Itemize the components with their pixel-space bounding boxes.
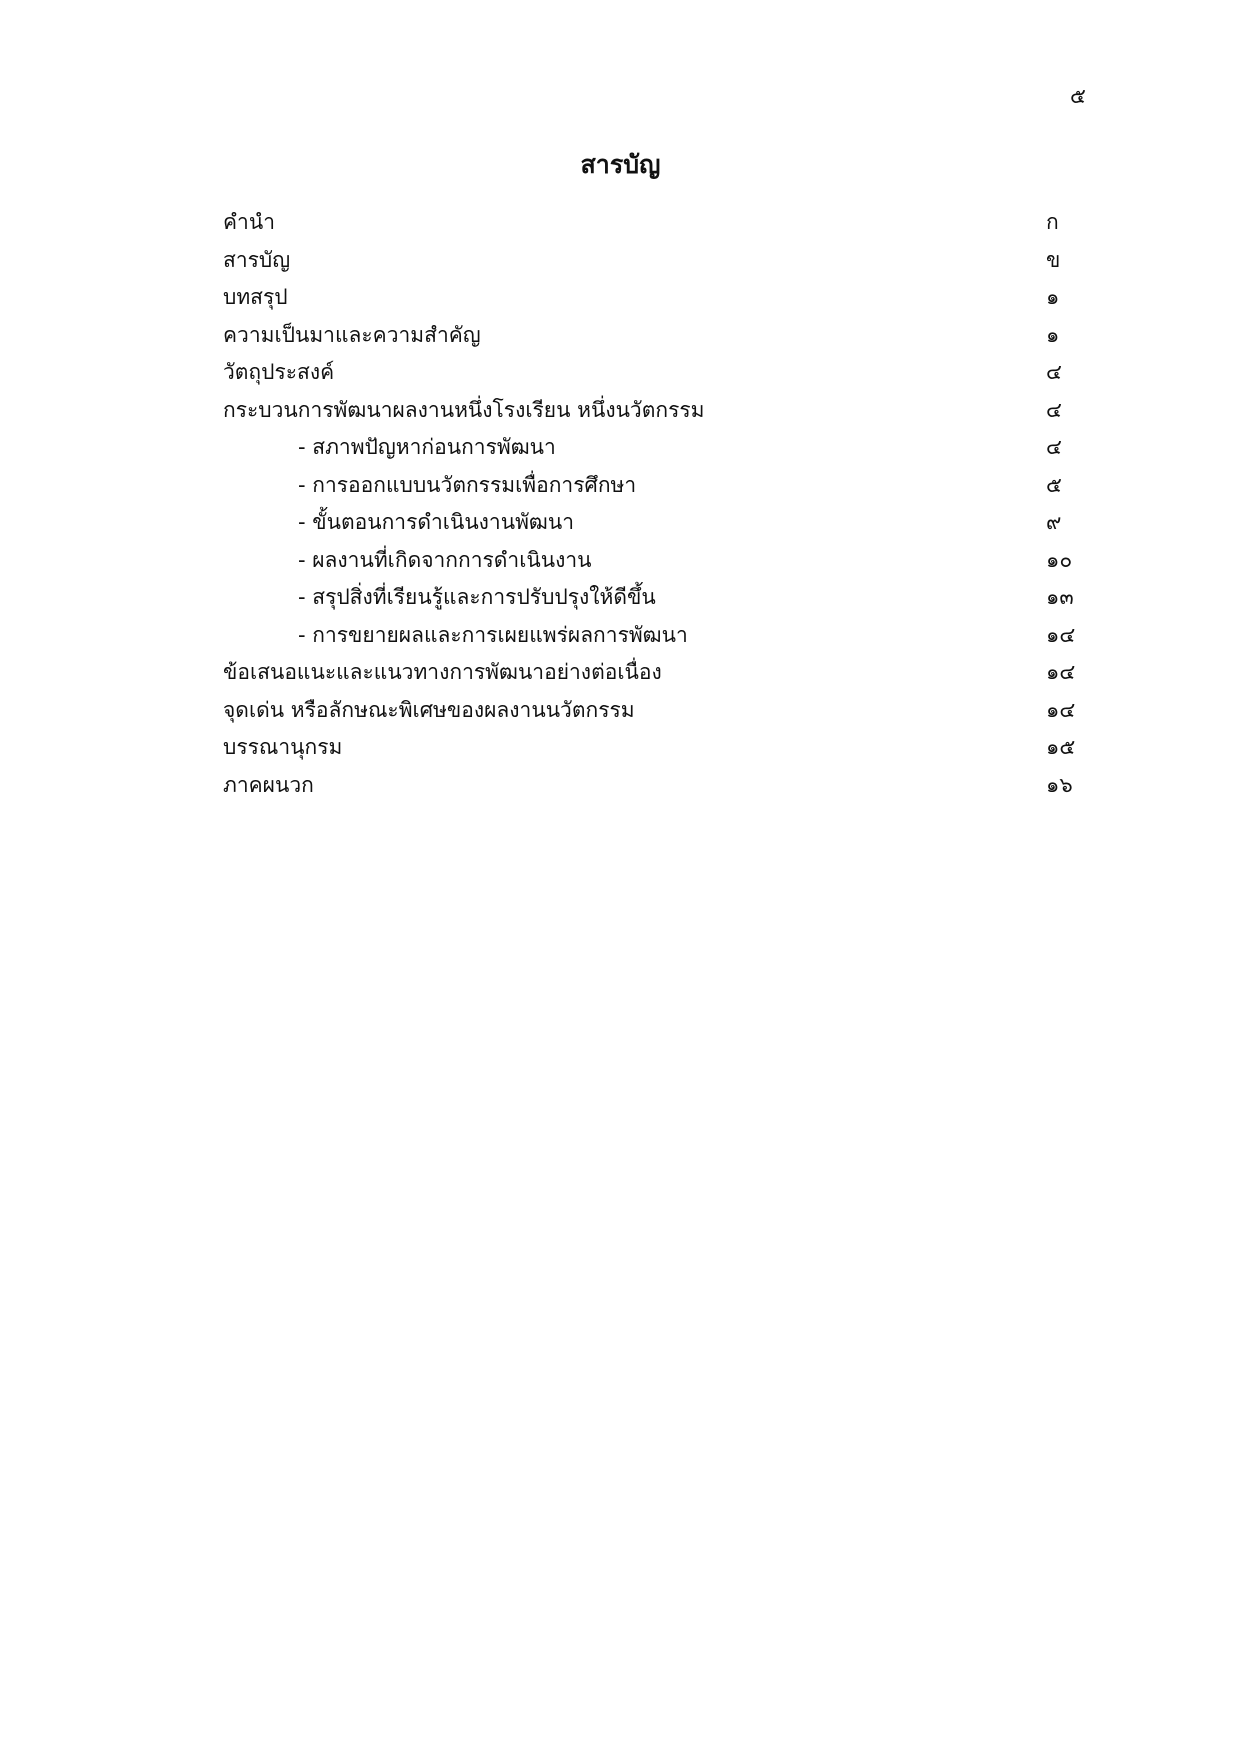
toc-subentry — [223, 504, 1073, 542]
toc-entry-label: คำนำ — [223, 210, 275, 234]
toc-subentry — [223, 617, 1076, 655]
table-of-contents — [223, 204, 1076, 804]
toc-entry — [223, 317, 1073, 355]
toc-entry-page: ๑๔ — [1046, 697, 1076, 722]
toc-entry-label: ภาคผนวก — [223, 772, 314, 797]
toc-subentry — [223, 542, 1073, 580]
toc-entry-label: - สรุปสิ่งที่เรียนรู้และการปรับปรุงให้ดีขึ้น — [298, 585, 656, 609]
toc-entry-page: ข — [1046, 247, 1061, 272]
toc-subentry — [223, 579, 1073, 617]
toc-entry-page: ๑๓ — [1046, 585, 1074, 609]
toc-entry-label: - ขั้นตอนการดำเนินงานพัฒนา — [298, 510, 575, 534]
toc-entry-page: ก — [1046, 210, 1059, 234]
toc-entry — [223, 354, 1073, 392]
toc-entry-label: บรรณานุกรม — [223, 735, 343, 759]
toc-entry-label: - ผลงานที่เกิดจากการดำเนินงาน — [298, 547, 592, 572]
toc-entry-label: บทสรุป — [223, 285, 288, 309]
toc-entry-page: ๑ — [1046, 322, 1060, 347]
page-number: ๕ — [1070, 84, 1086, 108]
toc-subentry — [223, 467, 1073, 505]
toc-entry-page: ๕ — [1046, 472, 1062, 497]
toc-entry-label: ความเป็นมาและความสำคัญ — [223, 322, 481, 347]
toc-entry — [223, 204, 1073, 242]
toc-entry — [223, 242, 1073, 280]
page-title: สารบัญ — [580, 150, 661, 179]
toc-entry — [223, 392, 1073, 430]
toc-entry-page: ๑๐ — [1046, 547, 1073, 572]
toc-entry-label: จุดเด่น หรือลักษณะพิเศษของผลงานนวัตกรรม — [223, 697, 635, 722]
toc-subentry — [223, 429, 1073, 467]
toc-entry-page: ๑๖ — [1046, 772, 1073, 797]
toc-entry-page: ๑๔ — [1046, 622, 1076, 647]
toc-entry-page: ๑ — [1046, 285, 1060, 309]
toc-entry-label: วัตถุประสงค์ — [223, 360, 335, 384]
toc-entry — [223, 767, 1073, 805]
toc-entry-page: ๔ — [1046, 435, 1062, 459]
toc-entry-page: ๔ — [1046, 397, 1062, 422]
toc-entry-page: ๑๕ — [1046, 735, 1076, 759]
toc-entry — [223, 654, 1076, 692]
toc-entry-page: ๙ — [1046, 510, 1062, 534]
toc-entry-label: สารบัญ — [223, 247, 291, 272]
toc-entry-label: กระบวนการพัฒนาผลงานหนึ่งโรงเรียน หนึ่งนวัตกรรม — [223, 397, 705, 422]
toc-entry-page: ๑๔ — [1046, 660, 1076, 684]
toc-entry-label: - สภาพปัญหาก่อนการพัฒนา — [298, 435, 556, 459]
toc-entry-label: - การขยายผลและการเผยแพร่ผลการพัฒนา — [298, 622, 688, 647]
toc-entry — [223, 729, 1076, 767]
toc-entry — [223, 279, 1073, 317]
toc-entry-page: ๔ — [1046, 360, 1062, 384]
toc-entry-label: - การออกแบบนวัตกรรมเพื่อการศึกษา — [298, 472, 637, 497]
toc-entry-label: ข้อเสนอแนะและแนวทางการพัฒนาอย่างต่อเนื่อง — [223, 660, 662, 684]
toc-entry — [223, 692, 1076, 730]
